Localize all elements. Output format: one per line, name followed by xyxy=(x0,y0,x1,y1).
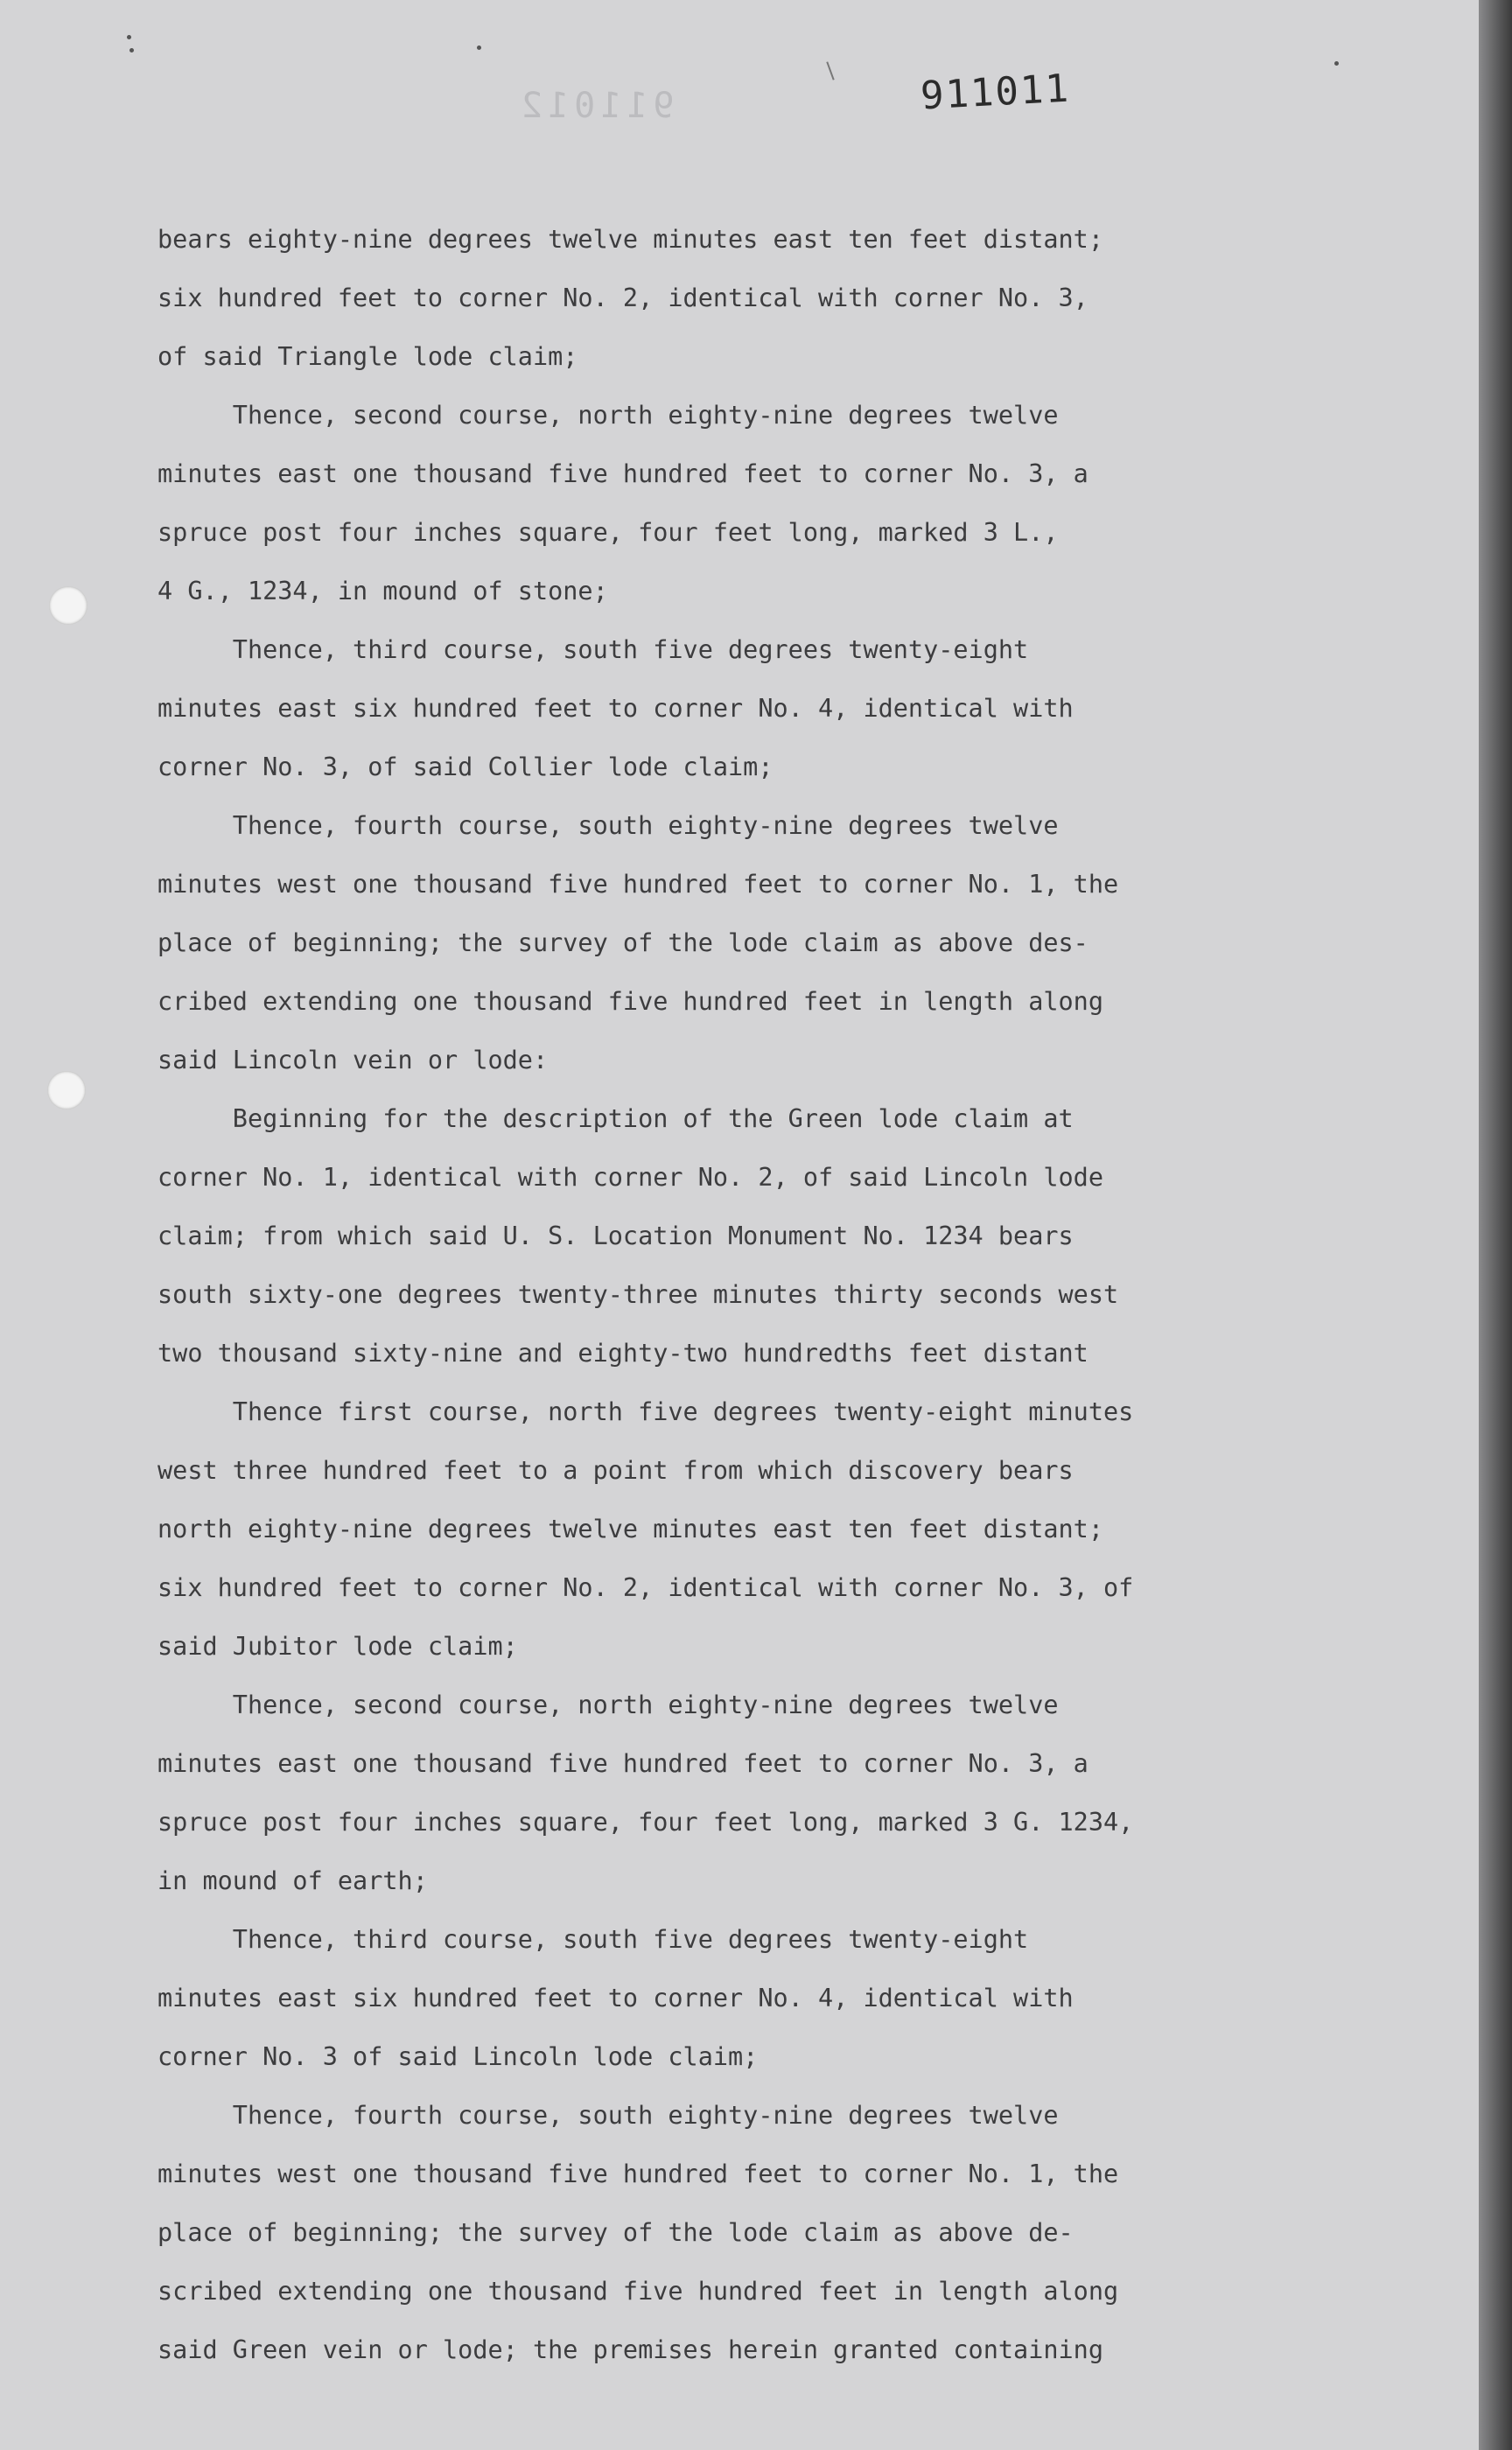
text-line: minutes east one thousand five hundred feet to corner No. 3, a xyxy=(158,1749,1088,1778)
text-line: two thousand sixty-nine and eighty-two hundredths feet distant xyxy=(158,1339,1088,1368)
punch-hole xyxy=(49,586,88,625)
speck xyxy=(1334,61,1339,66)
text-line: place of beginning; the survey of the lode claim as above de- xyxy=(158,2218,1074,2247)
speck xyxy=(477,46,481,50)
text-line: Thence, fourth course, south eighty-nine degrees twelve xyxy=(158,811,1059,840)
text-line: corner No. 1, identical with corner No. 2, of said Lincoln lode xyxy=(158,1163,1103,1192)
text-line: of said Triangle lode claim; xyxy=(158,342,578,371)
text-line: six hundred feet to corner No. 2, identical with corner No. 3, xyxy=(158,284,1088,312)
text-line: 4 G., 1234, in mound of stone; xyxy=(158,577,608,606)
pencil-mark xyxy=(826,61,834,80)
text-line: south sixty-one degrees twenty-three minutes thirty seconds west xyxy=(158,1280,1119,1309)
text-line: said Green vein or lode; the premises herein granted containing xyxy=(158,2335,1103,2364)
text-line: place of beginning; the survey of the lode claim as above des- xyxy=(158,928,1088,957)
text-line: corner No. 3, of said Collier lode claim; xyxy=(158,752,774,781)
speck xyxy=(130,48,134,52)
text-line: Thence, fourth course, south eighty-nine degrees twelve xyxy=(158,2101,1059,2130)
text-line: Thence, third course, south five degrees twenty-eight xyxy=(158,635,1029,664)
text-line: minutes east six hundred feet to corner No. 4, identical with xyxy=(158,694,1074,723)
text-line: west three hundred feet to a point from which discovery bears xyxy=(158,1456,1074,1485)
text-line: six hundred feet to corner No. 2, identical with corner No. 3, of xyxy=(158,1573,1134,1602)
bleed-through-mark: 911012 xyxy=(516,86,675,126)
page-edge-shadow xyxy=(1479,0,1512,2450)
punch-hole xyxy=(47,1071,86,1110)
text-line: in mound of earth; xyxy=(158,1866,428,1895)
text-line: north eighty-nine degrees twelve minutes east ten feet distant; xyxy=(158,1515,1103,1544)
text-line: corner No. 3 of said Lincoln lode claim; xyxy=(158,2042,759,2071)
text-line: Beginning for the description of the Green lode claim at xyxy=(158,1104,1074,1133)
text-line: bears eighty-nine degrees twelve minutes east ten feet distant; xyxy=(158,225,1103,254)
text-line: cribed extending one thousand five hundred feet in length along xyxy=(158,987,1103,1016)
document-number: 911011 xyxy=(919,66,1072,119)
speck xyxy=(127,35,131,39)
text-line: spruce post four inches square, four feet long, marked 3 L., xyxy=(158,518,1059,547)
text-line: Thence, second course, north eighty-nine degrees twelve xyxy=(158,401,1059,430)
text-line: spruce post four inches square, four feet long, marked 3 G. 1234, xyxy=(158,1808,1134,1837)
text-line: minutes east six hundred feet to corner No. 4, identical with xyxy=(158,1984,1074,2012)
text-line: scribed extending one thousand five hundred feet in length along xyxy=(158,2277,1119,2306)
text-line: claim; from which said U. S. Location Monument No. 1234 bears xyxy=(158,1222,1074,1250)
text-line: Thence, third course, south five degrees twenty-eight xyxy=(158,1925,1029,1954)
text-line: said Lincoln vein or lode: xyxy=(158,1046,549,1074)
text-line: minutes west one thousand five hundred feet to corner No. 1, the xyxy=(158,2160,1119,2188)
document-body xyxy=(158,210,1330,2379)
text-line: Thence, second course, north eighty-nine degrees twelve xyxy=(158,1690,1059,1719)
text-line: minutes west one thousand five hundred feet to corner No. 1, the xyxy=(158,870,1119,899)
text-line: said Jubitor lode claim; xyxy=(158,1632,518,1661)
text-line: minutes east one thousand five hundred feet to corner No. 3, a xyxy=(158,459,1088,488)
text-line: Thence first course, north five degrees twenty-eight minutes xyxy=(158,1397,1134,1426)
